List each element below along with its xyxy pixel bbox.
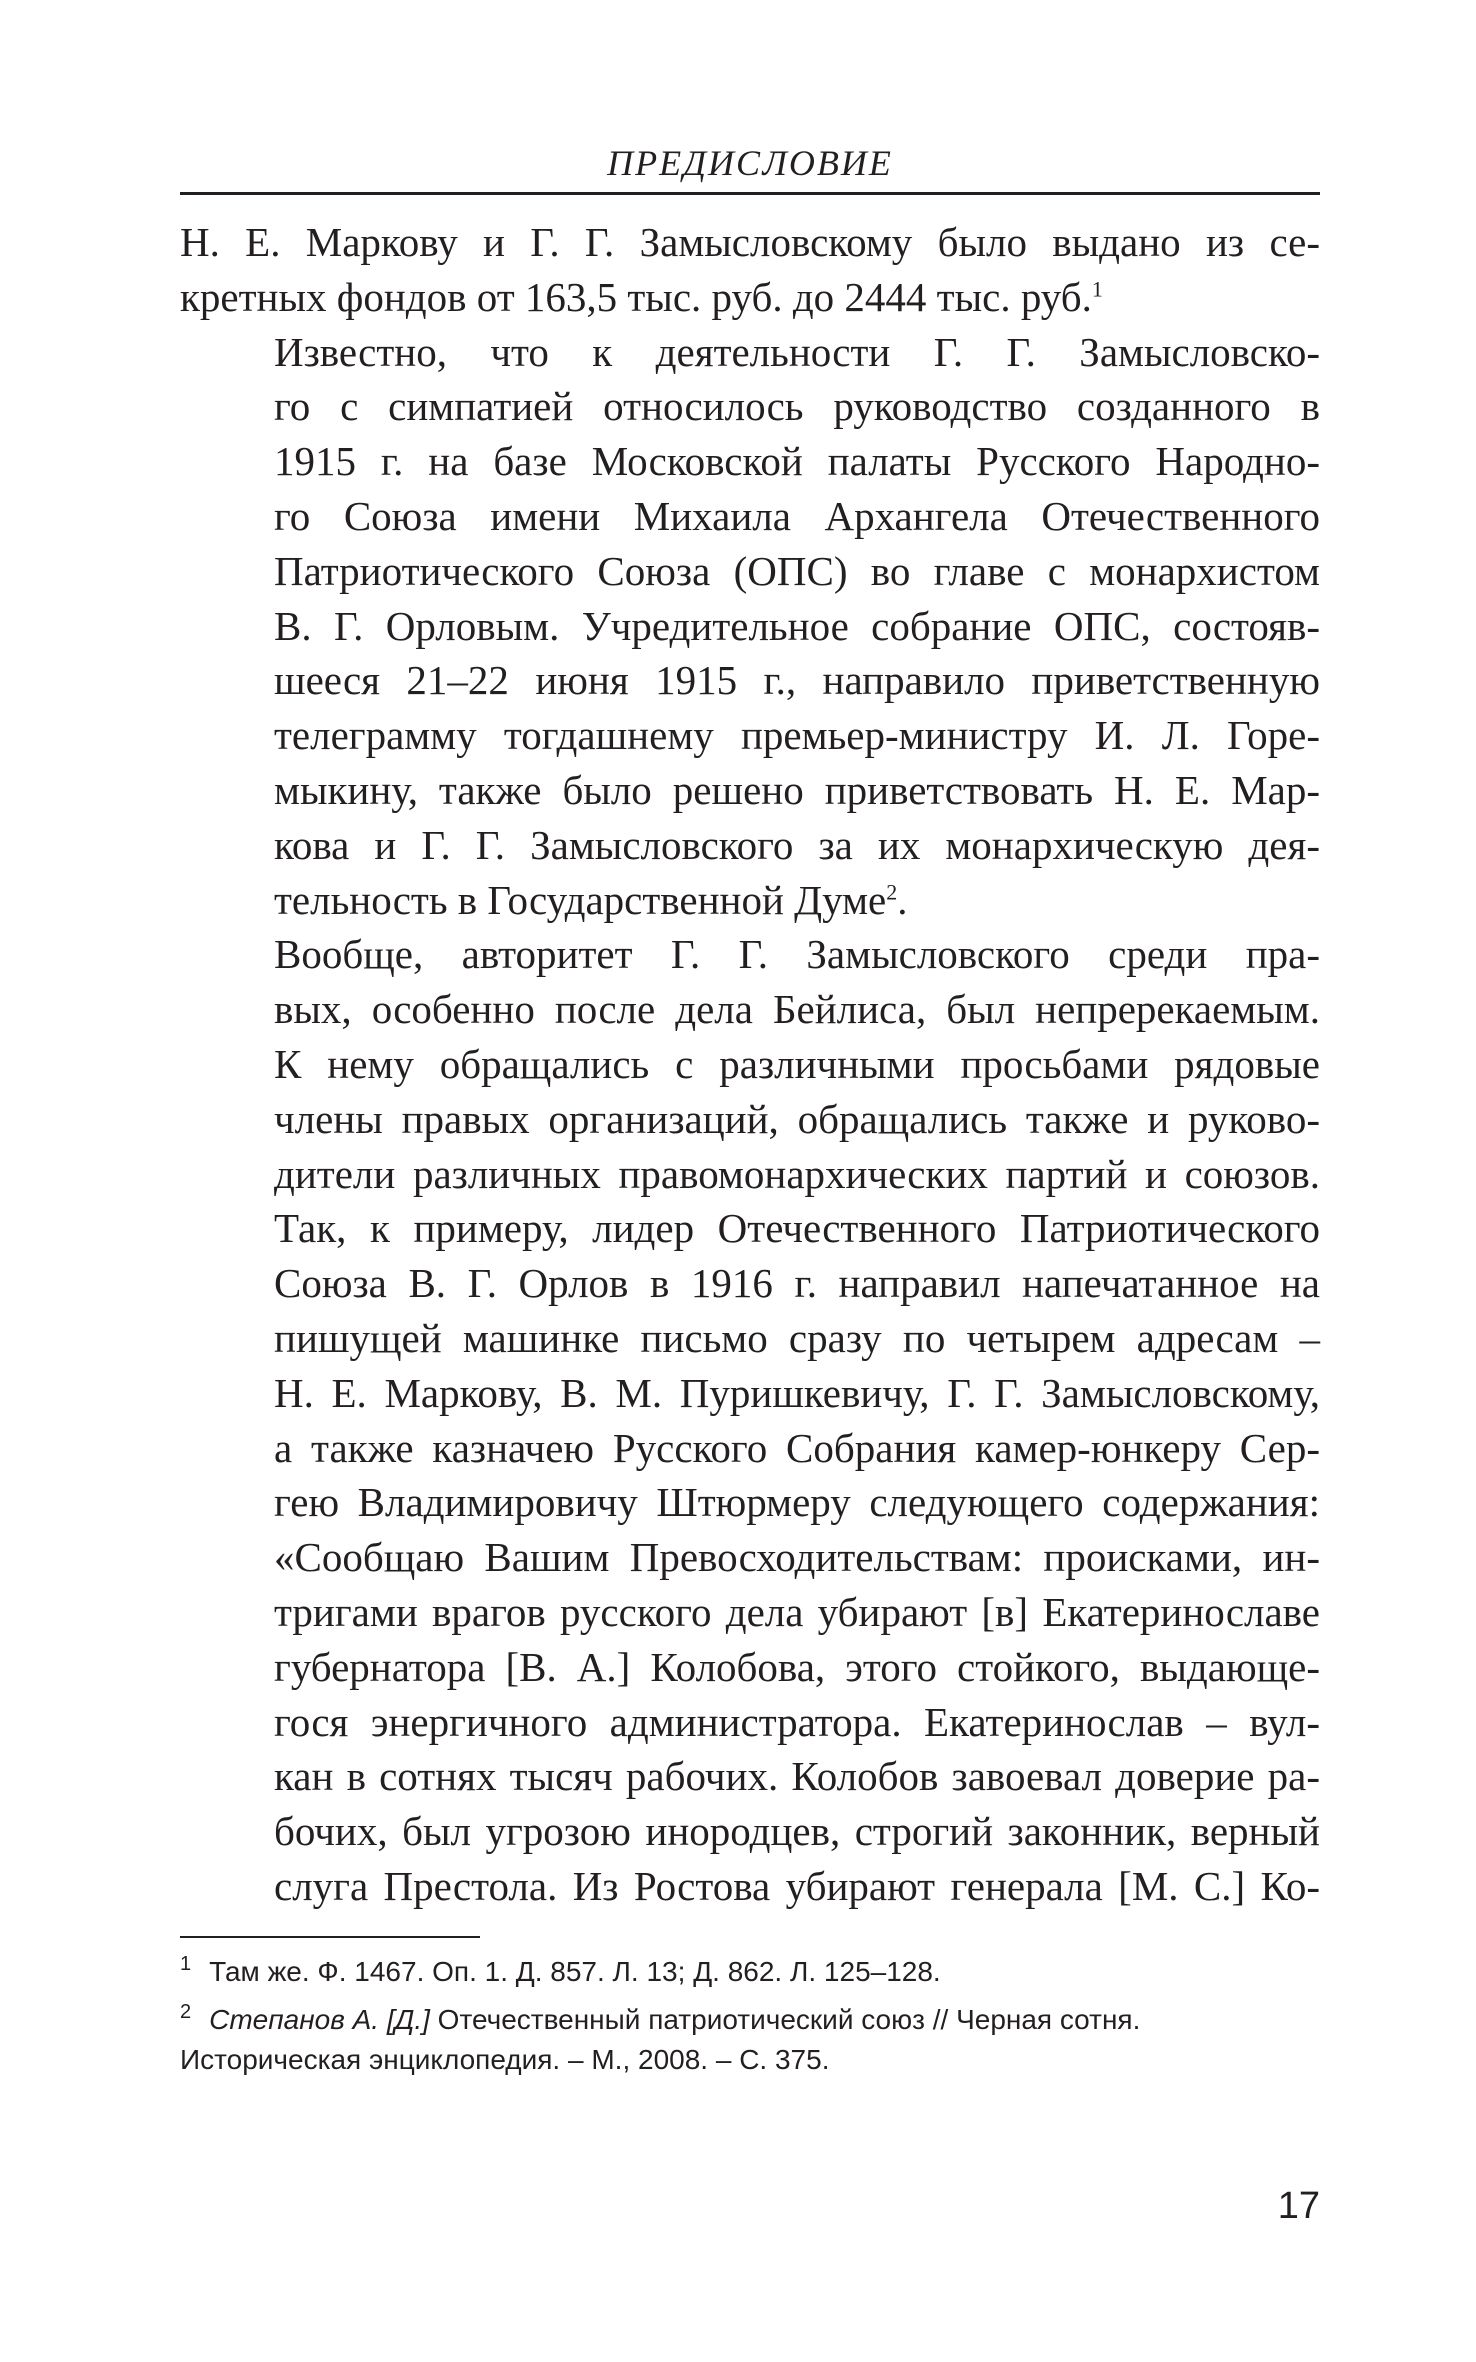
text-line: гося энергичного администратора. Екатеринослав – вул- xyxy=(274,1698,1320,1745)
footnote-text: Отечественный патриотический союз // Черная сотня. Историческая энциклопедия. – М., 2008. – С. 375. xyxy=(180,2003,1141,2075)
text-line: телеграмму тогдашнему премьер-министру И. Л. Горе- xyxy=(274,712,1320,759)
text-line: вых, особенно после дела Бейлиса, был непререкаемым. xyxy=(274,986,1320,1033)
footnote-ref-2[interactable]: 2 xyxy=(886,878,898,904)
page-number: 17 xyxy=(1277,2185,1320,2227)
text-line: пишущей машинке письмо сразу по четырем адресам – xyxy=(274,1314,1320,1361)
paragraph-3 xyxy=(180,927,1320,1913)
footnotes xyxy=(180,1952,1320,2080)
text-line: а также казначею Русского Собрания камер-юнкеру Сер- xyxy=(274,1424,1320,1471)
footnote-mark: 1 xyxy=(180,1953,192,1976)
running-head: ПРЕДИСЛОВИЕ xyxy=(180,140,1320,195)
text-line: Н. Е. Маркову, В. М. Пуришкевичу, Г. Г. Замысловскому, xyxy=(274,1369,1320,1416)
footnote-ref-1[interactable]: 1 xyxy=(1091,276,1103,302)
text-line: гею Владимировичу Штюрмеру следующего содержания: xyxy=(274,1479,1320,1526)
text-line: шееся 21–22 июня 1915 г., направило приветственную xyxy=(274,657,1320,704)
paragraph-2 xyxy=(180,325,1320,928)
text-line: тригами врагов русского дела убирают [в] Екатеринославе xyxy=(274,1588,1320,1635)
footnote-1 xyxy=(180,1952,1320,1992)
text-line: дители различных правомонархических партий и союзов. xyxy=(274,1150,1320,1197)
text-line: члены правых организаций, обращались также и руково- xyxy=(274,1095,1320,1142)
text-line: 1915 г. на базе Московской палаты Русского Народно- xyxy=(274,438,1320,485)
book-page xyxy=(180,140,1320,2320)
text-line: Так, к примеру, лидер Отечественного Патриотического xyxy=(274,1205,1320,1252)
footnote-text: Там же. Ф. 1467. Оп. 1. Д. 857. Л. 13; Д. 862. Л. 125–128. xyxy=(209,1955,941,1987)
text-line: В. Г. Орловым. Учредительное собрание ОПС, состояв- xyxy=(274,602,1320,649)
text-line: кан в сотнях тысяч рабочих. Колобов завоевал доверие ра- xyxy=(274,1753,1320,1800)
text-line: Патриотического Союза (ОПС) во главе с монархистом xyxy=(274,547,1320,594)
body-text xyxy=(180,215,1320,1914)
text-line: Известно, что к деятельности Г. Г. Замысловско- xyxy=(274,328,1320,375)
text-line: Союза В. Г. Орлов в 1916 г. направил напечатанное на xyxy=(274,1260,1320,1307)
footnote-divider xyxy=(180,1936,480,1938)
text-line: го Союза имени Михаила Архангела Отечественного xyxy=(274,492,1320,539)
text-line: го с симпатией относилось руководство созданного в xyxy=(274,383,1320,430)
text-line: кретных фондов от 163,5 тыс. руб. до 2444 тыс. руб.$^1$ xyxy=(180,273,1103,320)
footnote-author: Степанов А. [Д.] xyxy=(209,2003,430,2035)
text-line: «Сообщаю Вашим Превосходительствам: происками, ин- xyxy=(274,1534,1320,1581)
text-line: тельность в Государственной Думе$^2$. xyxy=(274,876,908,923)
paragraph-1 xyxy=(180,215,1320,325)
text-line: кова и Г. Г. Замысловского за их монархическую дея- xyxy=(274,821,1320,868)
text-line: К нему обращались с различными просьбами рядовые xyxy=(274,1040,1320,1087)
text-line: Вообще, авторитет Г. Г. Замысловского среди пра- xyxy=(274,931,1320,978)
footnote-mark: 2 xyxy=(180,2001,192,2024)
text-line: мыкину, также было решено приветствовать Н. Е. Мар- xyxy=(274,766,1320,813)
footnote-2 xyxy=(180,2000,1320,2080)
text-line: губернатора [В. А.] Колобова, этого стойкого, выдающе- xyxy=(274,1643,1320,1690)
text-line: бочих, был угрозою инородцев, строгий законник, верный xyxy=(274,1808,1320,1855)
text-line: слуга Престола. Из Ростова убирают генерала [М. С.] Ко- xyxy=(274,1862,1320,1909)
text-line: Н. Е. Маркову и Г. Г. Замысловскому было выдано из се- xyxy=(180,219,1320,265)
